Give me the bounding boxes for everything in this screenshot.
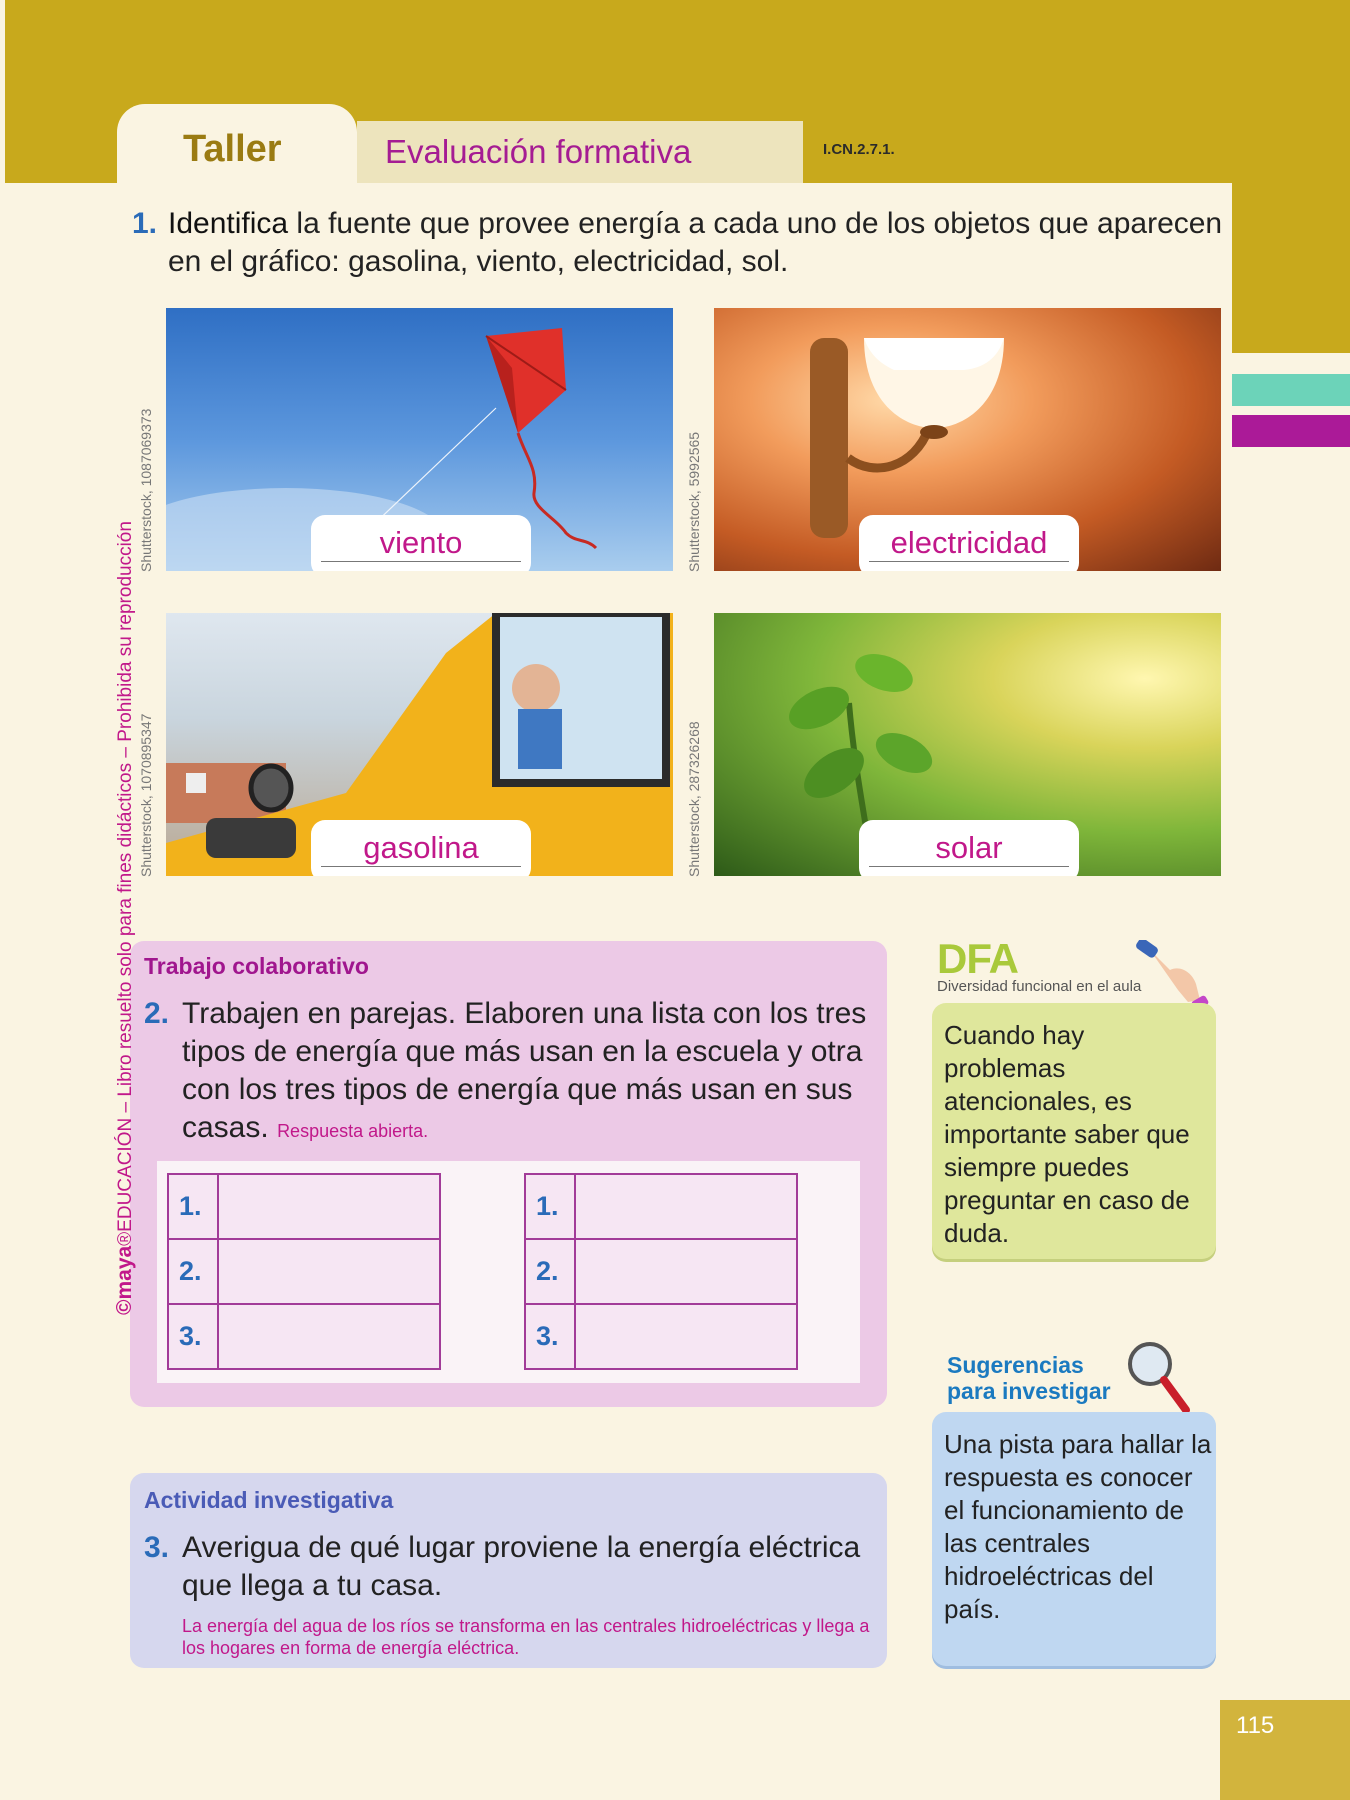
list-row [526,1305,796,1368]
page-number-box [1220,1700,1350,1800]
list-row [526,1240,796,1305]
suggestions-title-line-2: para investigar [947,1378,1111,1404]
brand-name: ©maya [113,1245,136,1315]
answer-cell[interactable] [219,1240,439,1303]
question-1-verb: Identifica [168,207,289,240]
page-number: 115 [1236,1712,1275,1739]
dfa-box [932,1003,1216,1259]
collaborative-work-box [130,941,887,1407]
magnifier-icon [1124,1338,1194,1422]
suggestions-title-line-1: Sugerencias [947,1352,1084,1378]
answer-kite: viento [321,525,521,562]
answer-box-lamp [859,515,1079,571]
list-row [169,1175,439,1240]
bus-photo [166,613,673,876]
right-band [1232,183,1350,353]
question-2-number: 2. [144,997,170,1030]
question-2-verb-1: Trabajen [182,997,300,1030]
question-2-body-1: en parejas. [299,997,465,1030]
photo-credit-plant: Shutterstock, 287326268 [686,721,702,877]
answer-box-kite [311,515,531,571]
row-number: 2. [526,1240,576,1303]
kite-photo [166,308,673,571]
lamp-photo [714,308,1221,571]
answer-cell[interactable] [576,1240,796,1303]
open-answer-note: Respuesta abierta. [277,1121,429,1141]
home-energy-list [524,1173,798,1370]
question-3-verb: Averigua [182,1531,300,1564]
indicator-code: I.CN.2.7.1. [823,141,895,158]
answer-lamp: electricidad [869,525,1069,562]
collaborative-title: Trabajo colaborativo [144,953,369,979]
answer-box-bus [311,820,531,876]
answer-box-plant [859,820,1079,876]
row-number: 1. [169,1175,219,1238]
question-3-text [182,1529,872,1605]
answer-cell[interactable] [219,1305,439,1368]
answer-cell[interactable] [576,1175,796,1238]
question-3-body: de qué lugar proviene la energía eléctrica que llega a tu casa. [182,1531,861,1602]
section-title [357,121,803,183]
dfa-text: Cuando hay problemas atencionales, es importante saber que siempre puedes preguntar en caso de duda. [944,1020,1190,1248]
question-1-number: 1. [132,207,158,240]
suggestions-title [947,1352,1111,1404]
question-2-verb-2: Elaboren [464,997,585,1030]
answer-tables [157,1161,860,1383]
investigative-activity-box [130,1473,887,1668]
copyright-text: ®EDUCACIÓN – Libro resuelto solo para fines didácticos – Prohibida su reproducción [115,521,136,1246]
question-2-text [182,995,882,1150]
section-title-label: Evaluación formativa [385,133,692,170]
suggestions-text: Una pista para hallar la respuesta es conocer el funcionamiento de las centrales hidroeléctricas del país. [944,1429,1212,1624]
tab-taller [117,104,357,186]
answer-plant: solar [869,830,1069,867]
photo-credit-bus: Shutterstock, 1070895347 [138,713,154,877]
row-number: 3. [526,1305,576,1368]
question-2-body-2: una lista con los tres tipos de energía que más usan en la escuela y otra con los tres tipos de energía que más usan en sus casas. [182,997,867,1144]
answer-bus: gasolina [321,830,521,867]
plant-photo [714,613,1221,876]
row-number: 3. [169,1305,219,1368]
school-energy-list [167,1173,441,1370]
tab-taller-label: Taller [183,128,282,170]
row-number: 2. [169,1240,219,1303]
question-1-body: la fuente que provee energía a cada uno de los objetos que aparecen en el gráfico: gasolina, viento, electricidad, sol. [168,207,1223,278]
teal-stripe [1232,374,1350,406]
list-row [169,1240,439,1305]
question-3-number: 3. [144,1531,170,1564]
question-3-answer: La energía del agua de los ríos se transforma en las centrales hidroeléctricas y llega a los hogares en forma de energía eléctrica. [182,1616,870,1658]
magenta-stripe [1232,415,1350,447]
photo-credit-lamp: Shutterstock, 5992565 [686,431,702,572]
row-number: 1. [526,1175,576,1238]
answer-cell[interactable] [576,1305,796,1368]
dfa-logo: DFA [937,935,1018,982]
list-row [169,1305,439,1368]
dfa-subtitle: Diversidad funcional en el aula [937,978,1142,995]
copyright-notice [113,521,137,1315]
suggestions-box [932,1412,1216,1666]
answer-cell[interactable] [219,1175,439,1238]
investigative-title: Actividad investigativa [144,1487,394,1513]
photo-credit-kite: Shutterstock, 1087069373 [138,408,154,572]
list-row [526,1175,796,1240]
question-1-text [168,205,1228,281]
